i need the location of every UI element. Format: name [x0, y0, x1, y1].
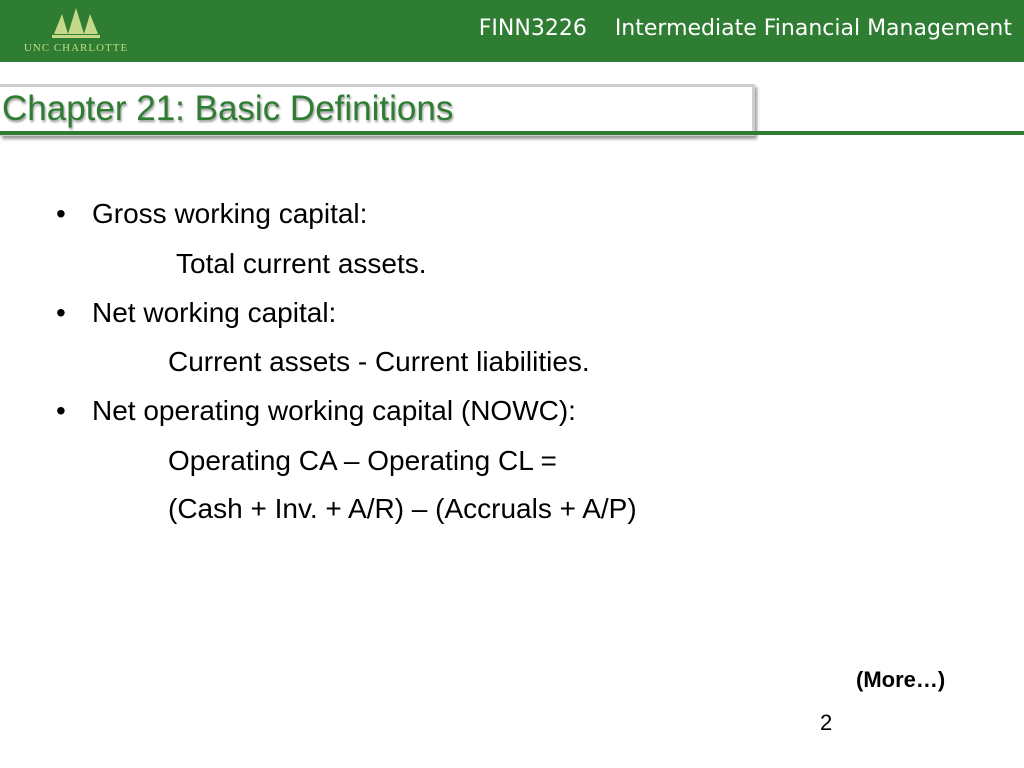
bullet-marker: • — [56, 395, 66, 426]
slide-title: Chapter 21: Basic Definitions — [2, 89, 454, 128]
bullet-term: Net operating working capital (NOWC): — [92, 395, 576, 426]
course-header — [479, 16, 1012, 41]
bullet-term: Net working capital: — [92, 297, 337, 328]
definition-line: (Cash + Inv. + A/R) – (Accruals + A/P) — [168, 493, 637, 524]
page-number: 2 — [820, 710, 833, 735]
course-code: FINN3226 — [478, 16, 587, 41]
title-box — [0, 84, 755, 136]
definition-line: Operating CA – Operating CL = — [168, 445, 557, 476]
logo-text: UNC CHARLOTTE — [23, 42, 129, 54]
bullet-marker: • — [56, 297, 66, 328]
bullet-marker: • — [56, 198, 66, 229]
definition-line: Total current assets. — [176, 248, 427, 279]
crown-icon — [10, 4, 142, 44]
bullet-term: Gross working capital: — [92, 198, 368, 229]
header-bar — [0, 0, 1024, 62]
unc-charlotte-logo — [10, 4, 142, 58]
more-indicator: (More…) — [856, 667, 946, 692]
course-name: Intermediate Financial Management — [614, 16, 1012, 41]
title-rule — [0, 131, 1024, 135]
definition-line: Current assets - Current liabilities. — [168, 346, 590, 377]
